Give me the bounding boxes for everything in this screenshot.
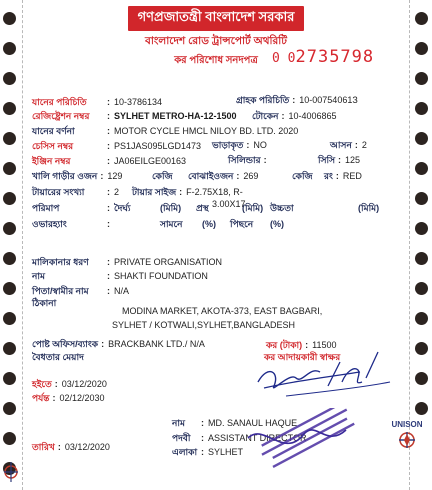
- feed-hole: [415, 192, 428, 205]
- pair-mm-3: [358, 203, 379, 214]
- label-owner-type: মালিকানার ধরণ: [32, 257, 89, 267]
- row-date: তারিখ : 03/12/2020: [32, 442, 110, 452]
- label-overhang: ওভারহ্যাং: [32, 219, 67, 229]
- feed-hole: [415, 372, 428, 385]
- value-cc: 125: [345, 155, 361, 165]
- value-seat: 2: [361, 140, 367, 150]
- feed-hole: [3, 402, 16, 415]
- label-tax: কর (টাকা): [266, 340, 303, 350]
- feed-hole: [415, 72, 428, 85]
- label-mm-1: (মিমি): [160, 203, 182, 213]
- row-vehicle-identity: যানের পরিচিতি : 10-3786134: [32, 97, 163, 107]
- feed-hole: [415, 282, 428, 295]
- label-unladen-weight: খালি গাড়ীর ওজন: [32, 171, 98, 181]
- pair-mm-1: [160, 203, 181, 214]
- perforation-right: [409, 0, 410, 490]
- pair-tyre-size-2: [212, 199, 246, 210]
- feed-hole: [415, 102, 428, 115]
- value-owner-name: SHAKTI FOUNDATION: [114, 271, 208, 281]
- pair-color: রং : RED: [324, 171, 362, 181]
- pair-front: [160, 219, 183, 230]
- left-registration-mark-icon: [3, 460, 19, 482]
- row-guardian: পিতা/স্বামীর নাম : N/A: [32, 286, 130, 296]
- pair-address-2: [112, 320, 295, 331]
- feed-hole: [3, 282, 16, 295]
- pair-pct-1: [202, 219, 216, 230]
- label-registration: রেজিষ্ট্রেশন নম্বর: [32, 111, 90, 121]
- value-registration: SYLHET METRO-HA-12-1500: [114, 111, 237, 121]
- label-officer-name: নাম: [172, 418, 185, 428]
- row-weight: খালি গাড়ীর ওজন : 129: [32, 171, 123, 181]
- value-date: 03/12/2020: [64, 442, 110, 452]
- serial-number: [272, 47, 374, 67]
- label-rear: পিছনে: [230, 219, 254, 229]
- label-laden-weight: বোঝাইওজন: [188, 171, 234, 181]
- row-valid-to: পর্যন্ত : 02/12/2030: [32, 393, 105, 403]
- feed-hole: [415, 222, 428, 235]
- label-seat: আসন: [330, 140, 352, 150]
- feed-hole: [3, 192, 16, 205]
- row-bank: পোষ্ট অফিস/ব্যাংক : BRACKBANK LTD./ N/A: [32, 339, 205, 349]
- value-address-1: MODINA MARKET, AKOTA-373, EAST BAGBARI,: [122, 306, 323, 316]
- feed-hole: [415, 12, 428, 25]
- government-title: গণপ্রজাতন্ত্রী বাংলাদেশ সরকার: [128, 6, 305, 31]
- pair-kg-1: [152, 171, 173, 182]
- collector-signature: [250, 342, 400, 406]
- label-vehicle-identity: যানের পরিচিতি: [32, 97, 87, 107]
- feed-hole: [415, 342, 428, 355]
- value-officer-name: MD. SANAUL HAQUE: [208, 418, 298, 428]
- feed-hole: [415, 162, 428, 175]
- label-vehicle-desc: যানের বর্ণনা: [32, 126, 75, 136]
- value-unladen-weight: 129: [107, 171, 123, 181]
- pair-tax: কর (টাকা) : 11500: [266, 340, 337, 350]
- right-feed-strip: [410, 0, 432, 490]
- pair-kg-2: [292, 171, 313, 182]
- certificate-title: কর পরিশোধ সনদপত্র: [174, 55, 258, 66]
- value-valid-to: 02/12/2030: [59, 393, 105, 403]
- value-laden-weight: 269: [243, 171, 259, 181]
- label-address: ঠিকানা: [32, 298, 57, 308]
- value-valid-from: 03/12/2020: [61, 379, 107, 389]
- feed-hole: [3, 42, 16, 55]
- pair-officer-area: এলাকা : SYLHET: [172, 447, 244, 457]
- label-pct-1: (%): [202, 219, 216, 229]
- row-address-label: [32, 298, 104, 309]
- row-registration: রেজিষ্ট্রেশন নম্বর : SYLHET METRO-HA-12-1500: [32, 111, 237, 121]
- value-tyre-count: 2: [114, 187, 120, 197]
- label-color: রং: [324, 171, 333, 181]
- label-front: সামনে: [160, 219, 183, 229]
- feed-hole: [3, 342, 16, 355]
- label-customer-id: গ্রাহক পরিচিতি: [236, 95, 290, 105]
- value-officer-post: ASSISTANT DIRECTOR: [208, 433, 307, 443]
- label-officer-area: এলাকা: [172, 447, 198, 457]
- officer-seal-stamp: [234, 408, 364, 470]
- value-customer-id: 10-00754061З: [299, 95, 358, 105]
- pair-width: [196, 203, 209, 214]
- row-dimensions: পরিমাপ : দৈর্ঘ্য: [32, 203, 131, 213]
- pair-address-1: [122, 306, 322, 317]
- label-cc: সিসি: [318, 155, 336, 165]
- value-token: 10-4006865: [288, 111, 337, 121]
- label-pct-2: (%): [270, 219, 284, 229]
- value-bank: BRACKBANK LTD./ N/A: [108, 339, 205, 349]
- label-guardian: পিতা/স্বামীর নাম: [32, 286, 89, 296]
- authority-name: বাংলাদেশ রোড ট্রান্সপোর্ট অথরিটি: [144, 35, 288, 47]
- label-officer-post: পদবী: [172, 433, 191, 443]
- value-owner-type: PRIVATE ORGANISATION: [114, 257, 223, 267]
- pair-rear: [230, 219, 253, 230]
- feed-hole: [3, 222, 16, 235]
- label-kg-1: কেজি: [152, 171, 173, 181]
- value-color: RED: [342, 171, 362, 181]
- pair-tyre-size: টায়ার সাইজ : F-2.75X18, R-: [132, 187, 243, 197]
- label-tyre-count: টায়ারের সংখ্যা: [32, 187, 85, 197]
- label-kg-2: কেজি: [292, 171, 313, 181]
- label-hire: ভাড়াকৃত: [212, 140, 244, 150]
- feed-hole: [3, 102, 16, 115]
- row-engine: ইঞ্জিন নম্বর : JA06EILGE00163: [32, 156, 187, 166]
- label-mm-2: (মিমি): [242, 203, 264, 213]
- label-chassis: চেসিস নম্বর: [32, 141, 74, 151]
- label-tyre-size: টায়ার সাইজ: [132, 187, 177, 197]
- tax-token-document: [24, 0, 408, 490]
- pair-token: টোকেন : 10-4006865: [252, 111, 337, 121]
- feed-hole: [3, 132, 16, 145]
- serial-prefix: 0 0: [272, 51, 296, 66]
- feed-hole: [415, 132, 428, 145]
- label-height: উচ্চতা: [270, 203, 294, 213]
- feed-hole: [3, 12, 16, 25]
- label-mm-3: (মিমি): [358, 203, 380, 213]
- row-owner-type: মালিকানার ধরণ : PRIVATE ORGANISATION: [32, 257, 223, 267]
- unison-mark-icon: [397, 430, 417, 450]
- value-address-2: SYLHET / KOTWALI,SYLHET,BANGLADESH: [112, 320, 296, 330]
- perforation-left: [22, 0, 23, 490]
- feed-hole: [3, 252, 16, 265]
- value-tyre-size: F-2.75X18, R-: [186, 187, 243, 197]
- feed-hole: [3, 162, 16, 175]
- pair-height: [270, 203, 294, 214]
- serial-digits: 2735798: [295, 47, 375, 67]
- pair-officer-post: পদবী : ASSISTANT DIRECTOR: [172, 433, 307, 443]
- printer-logo-text: UNISON: [391, 420, 423, 429]
- value-chassis: PS1JAS095LGD1473: [114, 141, 202, 151]
- value-engine: JA06EILGE00163: [114, 156, 187, 166]
- feed-hole: [415, 252, 428, 265]
- label-collector-signature: কর আদায়কারী স্বাক্ষর: [264, 352, 341, 362]
- label-date: তারিখ: [32, 442, 55, 452]
- left-feed-strip: [0, 0, 22, 490]
- label-width: প্রস্থ: [196, 203, 209, 213]
- feed-hole: [3, 72, 16, 85]
- pair-laden-weight: বোঝাইওজন : 269: [188, 171, 259, 181]
- pair-cc: সিসি : 125: [318, 155, 361, 165]
- feed-hole: [415, 312, 428, 325]
- feed-hole: [3, 432, 16, 445]
- label-dimensions: পরিমাপ: [32, 203, 60, 213]
- value-officer-area: SYLHET: [208, 447, 244, 457]
- value-vehicle-identity: 10-3786134: [114, 97, 163, 107]
- row-overhang: ওভারহ্যাং :: [32, 219, 110, 229]
- pair-hire: ভাড়াকৃত : NO: [212, 140, 267, 150]
- pair-mm-2: [242, 203, 263, 214]
- pair-customer-id: গ্রাহক পরিচিতি : 10-00754061З: [236, 95, 358, 105]
- value-guardian: N/A: [114, 286, 130, 296]
- value-tyre-size-2: 3.00X17: [212, 199, 246, 209]
- row-tyre: টায়ারের সংখ্যা : 2: [32, 187, 120, 197]
- row-owner-name: নাম : SHAKTI FOUNDATION: [32, 271, 208, 281]
- label-cylinder: সিলিন্ডার: [228, 155, 261, 165]
- row-valid-from: হইতে : 03/12/2020: [32, 379, 107, 389]
- value-hire: NO: [253, 140, 267, 150]
- label-engine: ইঞ্জিন নম্বর: [32, 156, 71, 166]
- pair-pct-2: [270, 219, 284, 230]
- row-validity: [32, 352, 84, 363]
- label-owner-name: নাম: [32, 271, 45, 281]
- feed-hole: [415, 42, 428, 55]
- label-validity: বৈধতার মেয়াদ: [32, 352, 84, 362]
- label-bank: পোষ্ট অফিস/ব্যাংক: [32, 339, 99, 349]
- pair-cylinder: সিলিন্ডার :: [228, 155, 267, 165]
- label-valid-from: হইতে: [32, 379, 52, 389]
- value-tax: 11500: [312, 340, 337, 350]
- feed-hole: [415, 402, 428, 415]
- pair-officer-name: নাম : MD. SANAUL HAQUE: [172, 418, 298, 428]
- label-valid-to: পর্যন্ত: [32, 393, 50, 403]
- printer-logo: [382, 420, 432, 450]
- value-vehicle-desc: MOTOR CYCLE HMCL NILOY BD. LTD. 2020: [114, 126, 299, 136]
- feed-hole: [3, 372, 16, 385]
- feed-hole: [3, 312, 16, 325]
- row-vehicle-desc: যানের বর্ণনা : MOTOR CYCLE HMCL NILOY BD. LTD. 2020: [32, 126, 299, 136]
- label-token: টোকেন: [252, 111, 279, 121]
- label-length: দৈর্ঘ্য: [114, 203, 131, 213]
- pair-seat: আসন : 2: [330, 140, 367, 150]
- row-chassis: চেসিস নম্বর : PS1JAS095LGD1473: [32, 141, 202, 151]
